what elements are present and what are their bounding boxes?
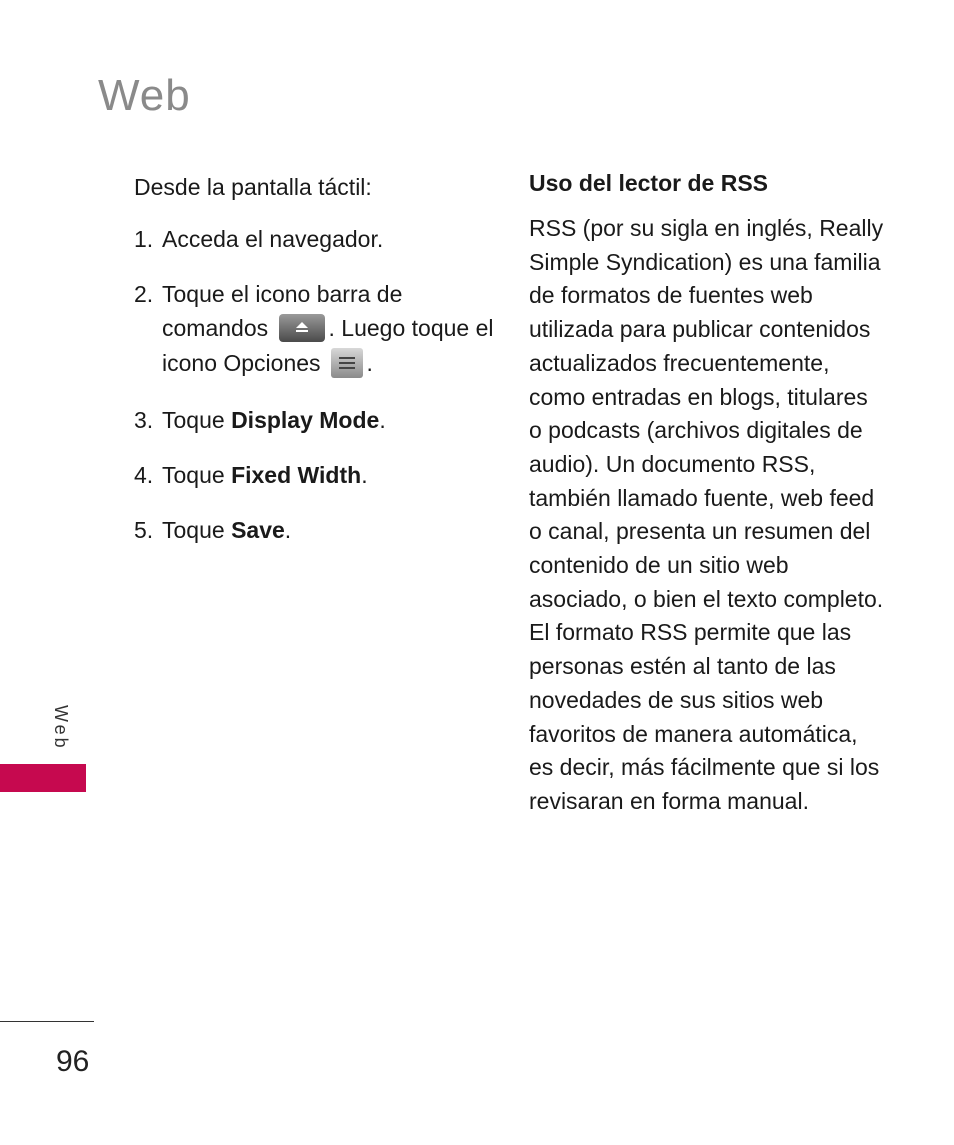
- command-bar-icon: [279, 314, 325, 342]
- page-number: 96: [56, 1045, 90, 1078]
- step-suffix: .: [361, 461, 368, 488]
- instructions-column: [134, 170, 494, 568]
- fixed-width-label: Fixed Width: [231, 461, 362, 488]
- step-prefix: Toque: [162, 516, 232, 543]
- intro-text: Desde la pantalla táctil:: [134, 174, 372, 200]
- step-text: [162, 403, 494, 437]
- step-number: 2.: [134, 281, 154, 307]
- step-text: [162, 458, 494, 492]
- step-text-part: .: [366, 349, 373, 376]
- side-tab-marker: [0, 764, 86, 792]
- step-5: [134, 513, 494, 547]
- options-menu-icon: [331, 348, 363, 378]
- step-suffix: .: [379, 406, 386, 433]
- step-1: [134, 222, 494, 256]
- step-text-part: Toque el icono barra de comandos: [162, 281, 403, 341]
- step-number: 1.: [134, 226, 154, 252]
- rss-section: [529, 168, 884, 819]
- section-body: RSS (por su sigla en inglés, Really Simple Syndication) es una familia de formatos de fuentes web utilizada para publicar contenidos actualizados frecuentemente, como entradas en blogs, titulares o podcasts (archivos digitales de audio). Un documento RSS, también llamado fuente, web feed o canal, presenta un resumen del contenido de un sitio web asociado, o bien el texto completo. El formato RSS permite que las personas estén al tanto de las novedades de sus sitios web favoritos de manera automática, es decir, más fácilmente que si los revisaran en forma manual.: [529, 215, 884, 814]
- step-number: 3.: [134, 406, 154, 433]
- step-suffix: .: [284, 516, 292, 543]
- step-3: [134, 403, 494, 437]
- step-prefix: Toque: [162, 406, 232, 433]
- footer-rule: [0, 1021, 94, 1022]
- step-text: [162, 513, 494, 547]
- side-tab-label: Web: [51, 705, 71, 751]
- step-prefix: Toque: [162, 461, 232, 488]
- step-2: [134, 277, 494, 382]
- display-mode-label: Display Mode: [231, 406, 380, 433]
- page-title: Web: [98, 71, 191, 120]
- step-number: 4.: [134, 461, 154, 488]
- step-text: Acceda el navegador.: [162, 226, 384, 252]
- save-label: Save: [231, 516, 285, 543]
- step-4: [134, 458, 494, 492]
- step-number: 5.: [134, 516, 154, 543]
- step-text-part: . Luego toque el icono Opciones: [162, 315, 494, 376]
- section-heading: Uso del lector de RSS: [529, 170, 769, 196]
- step-text: [162, 277, 494, 382]
